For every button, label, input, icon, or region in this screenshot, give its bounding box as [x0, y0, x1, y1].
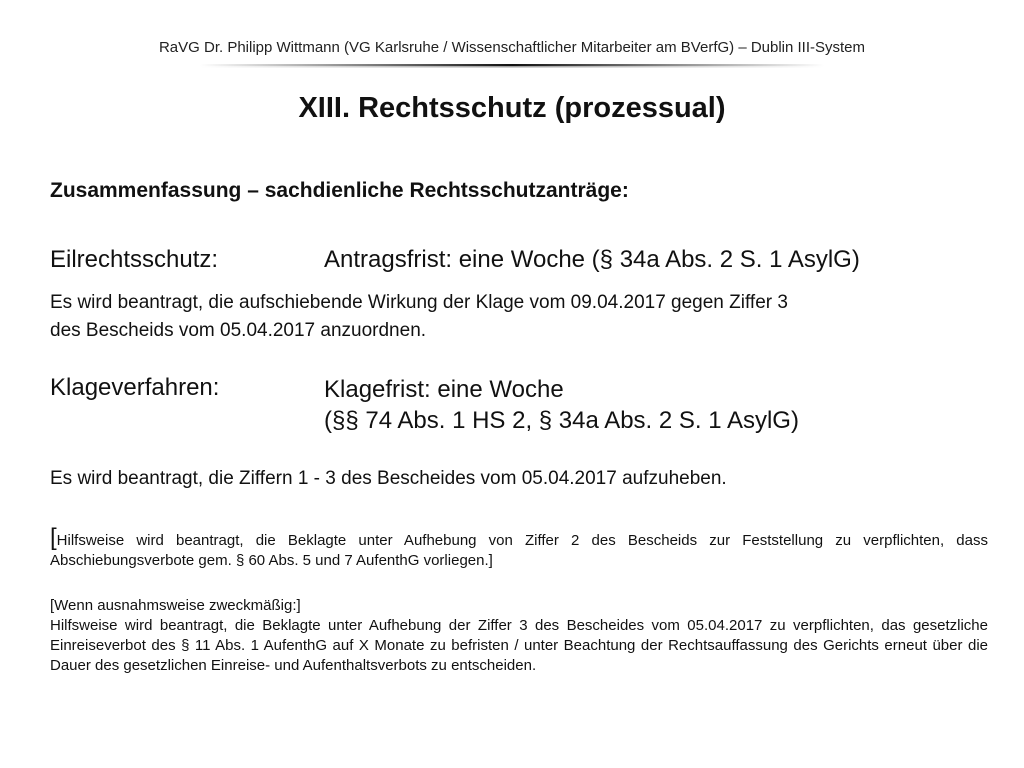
- klageverfahren-label: Klageverfahren:: [50, 374, 220, 401]
- header-divider: [200, 64, 824, 68]
- eilrechtsschutz-antrag: [50, 289, 980, 345]
- hilfsantrag-feststellung-text: Hilfsweise wird beantragt, die Beklagte unter Aufhebung von Ziffer 2 des Bescheids zur Feststellung zu verpflichten, dass Abschiebungsverbote gem. § 60 Abs. 5 und 7 AufenthG vorliegen.]: [50, 532, 988, 569]
- klageverfahren-antrag: Es wird beantragt, die Ziffern 1 - 3 des Bescheides vom 05.04.2017 aufzuheben.: [50, 468, 727, 489]
- page-title: XIII. Rechtsschutz (prozessual): [298, 92, 726, 124]
- section-subheading: Zusammenfassung – sachdienliche Rechtsschutzanträge:: [50, 179, 629, 202]
- eilrechtsschutz-antrag-line2: des Bescheids vom 05.04.2017 anzuordnen.: [50, 320, 427, 341]
- klageverfahren-frist: [324, 374, 799, 436]
- eilrechtsschutz-frist: Antragsfrist: eine Woche (§ 34a Abs. 2 S. 1 AsylG): [324, 246, 860, 273]
- slide-header: RaVG Dr. Philipp Wittmann (VG Karlsruhe / Wissenschaftlicher Mitarbeiter am BVerfG) – Dublin III-System: [158, 39, 866, 56]
- hilfsantrag-einreiseverbot-intro: [Wenn ausnahmsweise zweckmäßig:]: [50, 597, 301, 614]
- hilfsantrag-einreiseverbot: [50, 596, 988, 676]
- hilfsantrag-feststellung: [50, 524, 988, 571]
- bracket-open: [: [50, 524, 57, 551]
- hilfsantrag-einreiseverbot-text: Hilfsweise wird beantragt, die Beklagte unter Aufhebung der Ziffer 3 des Bescheides vom 05.04.2017 zu verpflichten, das gesetzliche Einreiseverbot des § 11 Abs. 1 AufenthG auf X Monate zu befristen / unter Beachtung der Rechtsauffassung des Gerichts erneut über die Dauer des gesetzlichen Einreise- und Aufenthaltsverbots zu entscheiden.: [50, 617, 988, 674]
- klageverfahren-frist-line1: Klagefrist: eine Woche: [324, 376, 564, 403]
- klageverfahren-frist-line2: (§§ 74 Abs. 1 HS 2, § 34a Abs. 2 S. 1 AsylG): [324, 407, 799, 434]
- eilrechtsschutz-antrag-line1: Es wird beantragt, die aufschiebende Wirkung der Klage vom 09.04.2017 gegen Ziffer 3: [50, 292, 788, 313]
- eilrechtsschutz-label: Eilrechtsschutz:: [50, 246, 219, 273]
